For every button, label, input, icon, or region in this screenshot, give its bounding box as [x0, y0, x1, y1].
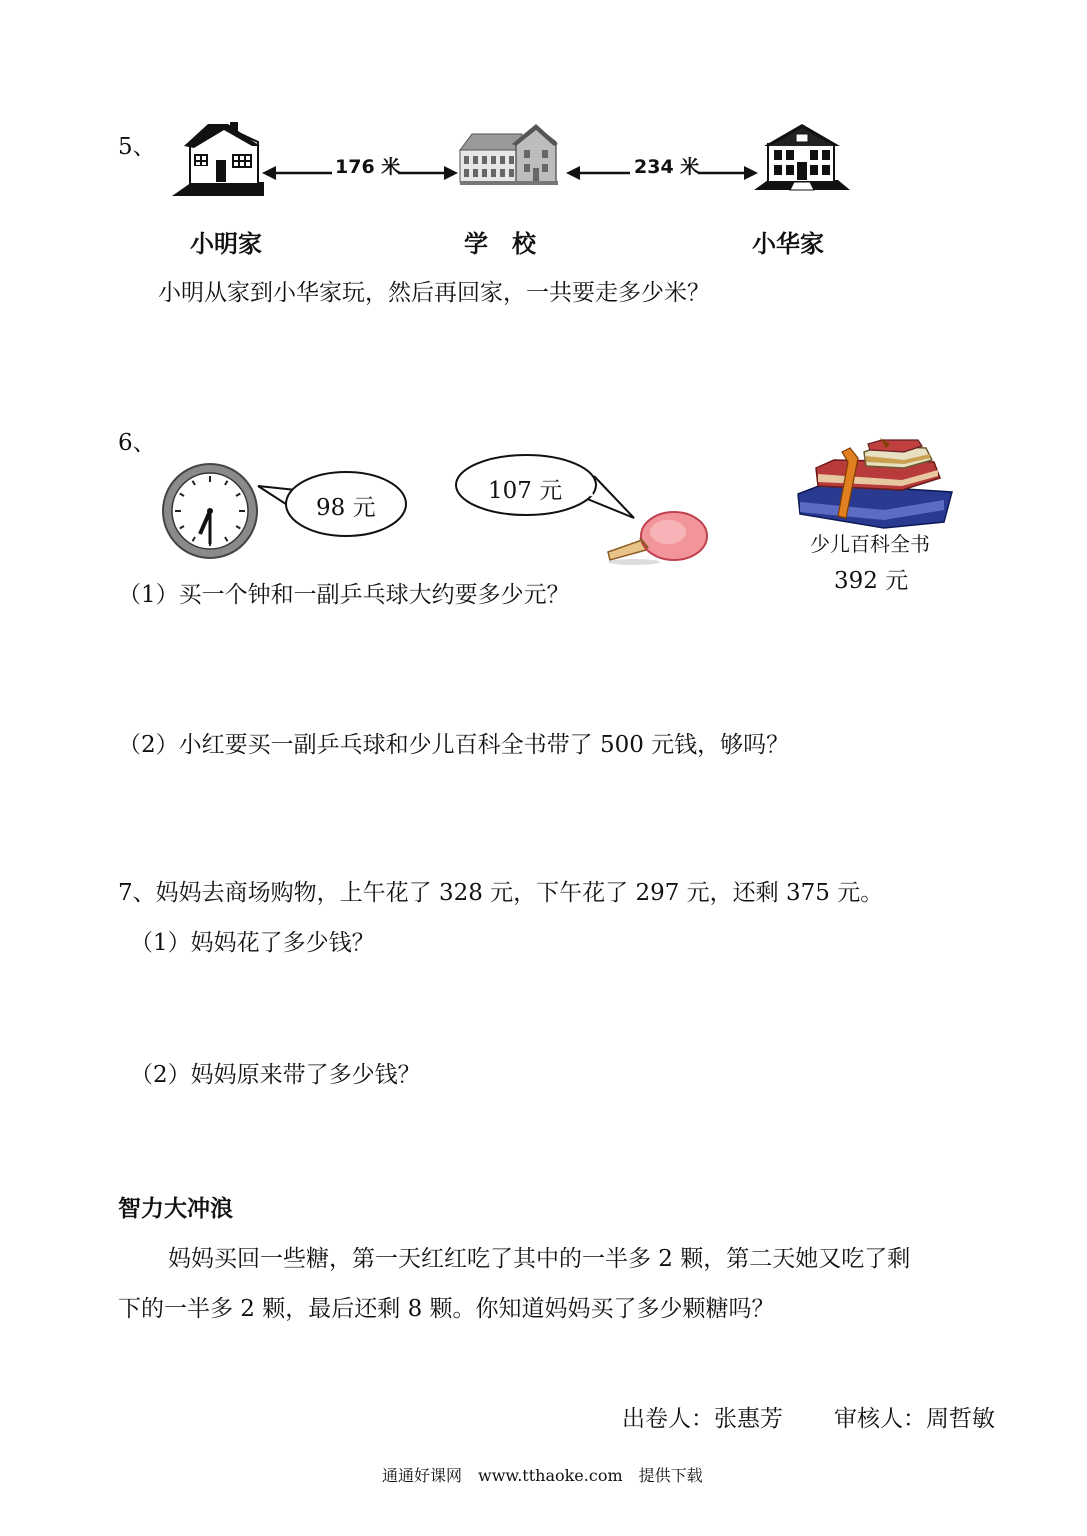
question-5-text: 小明从家到小华家玩，然后再回家，一共要走多少米？ — [158, 280, 710, 306]
xiaoming-house-icon — [172, 120, 264, 198]
place-label-school: 学 校 — [464, 230, 536, 258]
challenge-title: 智力大冲浪 — [118, 1196, 233, 1222]
xiaohua-house-icon — [754, 122, 850, 192]
place-label-xiaoming: 小明家 — [190, 230, 262, 258]
place-label-xiaohua: 小华家 — [752, 230, 824, 258]
question-6-number: 6、 — [118, 430, 156, 456]
clock-price: 98 元 — [316, 495, 376, 521]
question-7-stem: 7、妈妈去商场购物，上午花了 328 元，下午花了 297 元，还剩 375 元。 — [118, 880, 884, 906]
challenge-line-1: 妈妈买回一些糖，第一天红红吃了其中的一半多 2 颗，第二天她又吃了剩 — [168, 1246, 911, 1272]
school-building-icon — [460, 124, 558, 186]
footer-source: 通通好课网 www.tthaoke.com 提供下载 — [382, 1466, 703, 1485]
distance-label-2: 234 米 — [634, 156, 700, 178]
question-6-sub2: （2）小红要买一副乒乓球和少儿百科全书带了 500 元钱，够吗？ — [118, 732, 790, 758]
author-credit: 出卷人：张惠芳 — [622, 1406, 783, 1432]
question-7-sub2: （2）妈妈原来带了多少钱？ — [130, 1062, 421, 1088]
question-7-sub1: （1）妈妈花了多少钱？ — [130, 930, 375, 956]
reviewer-credit: 审核人：周哲敏 — [834, 1406, 995, 1432]
question-6-sub1: （1）买一个钟和一副乒乓球大约要多少元？ — [118, 582, 570, 608]
ping-pong-paddle-icon — [604, 508, 708, 568]
book-price: 392 元 — [834, 568, 909, 594]
question-5-number: 5、 — [118, 134, 156, 160]
encyclopedia-books-icon — [794, 438, 954, 530]
book-name: 少儿百科全书 — [810, 532, 930, 556]
distance-label-1: 176 米 — [335, 156, 401, 178]
paddle-price: 107 元 — [488, 478, 563, 504]
challenge-line-2: 下的一半多 2 颗，最后还剩 8 颗。你知道妈妈买了多少颗糖吗？ — [118, 1296, 775, 1322]
clock-icon — [160, 462, 260, 560]
